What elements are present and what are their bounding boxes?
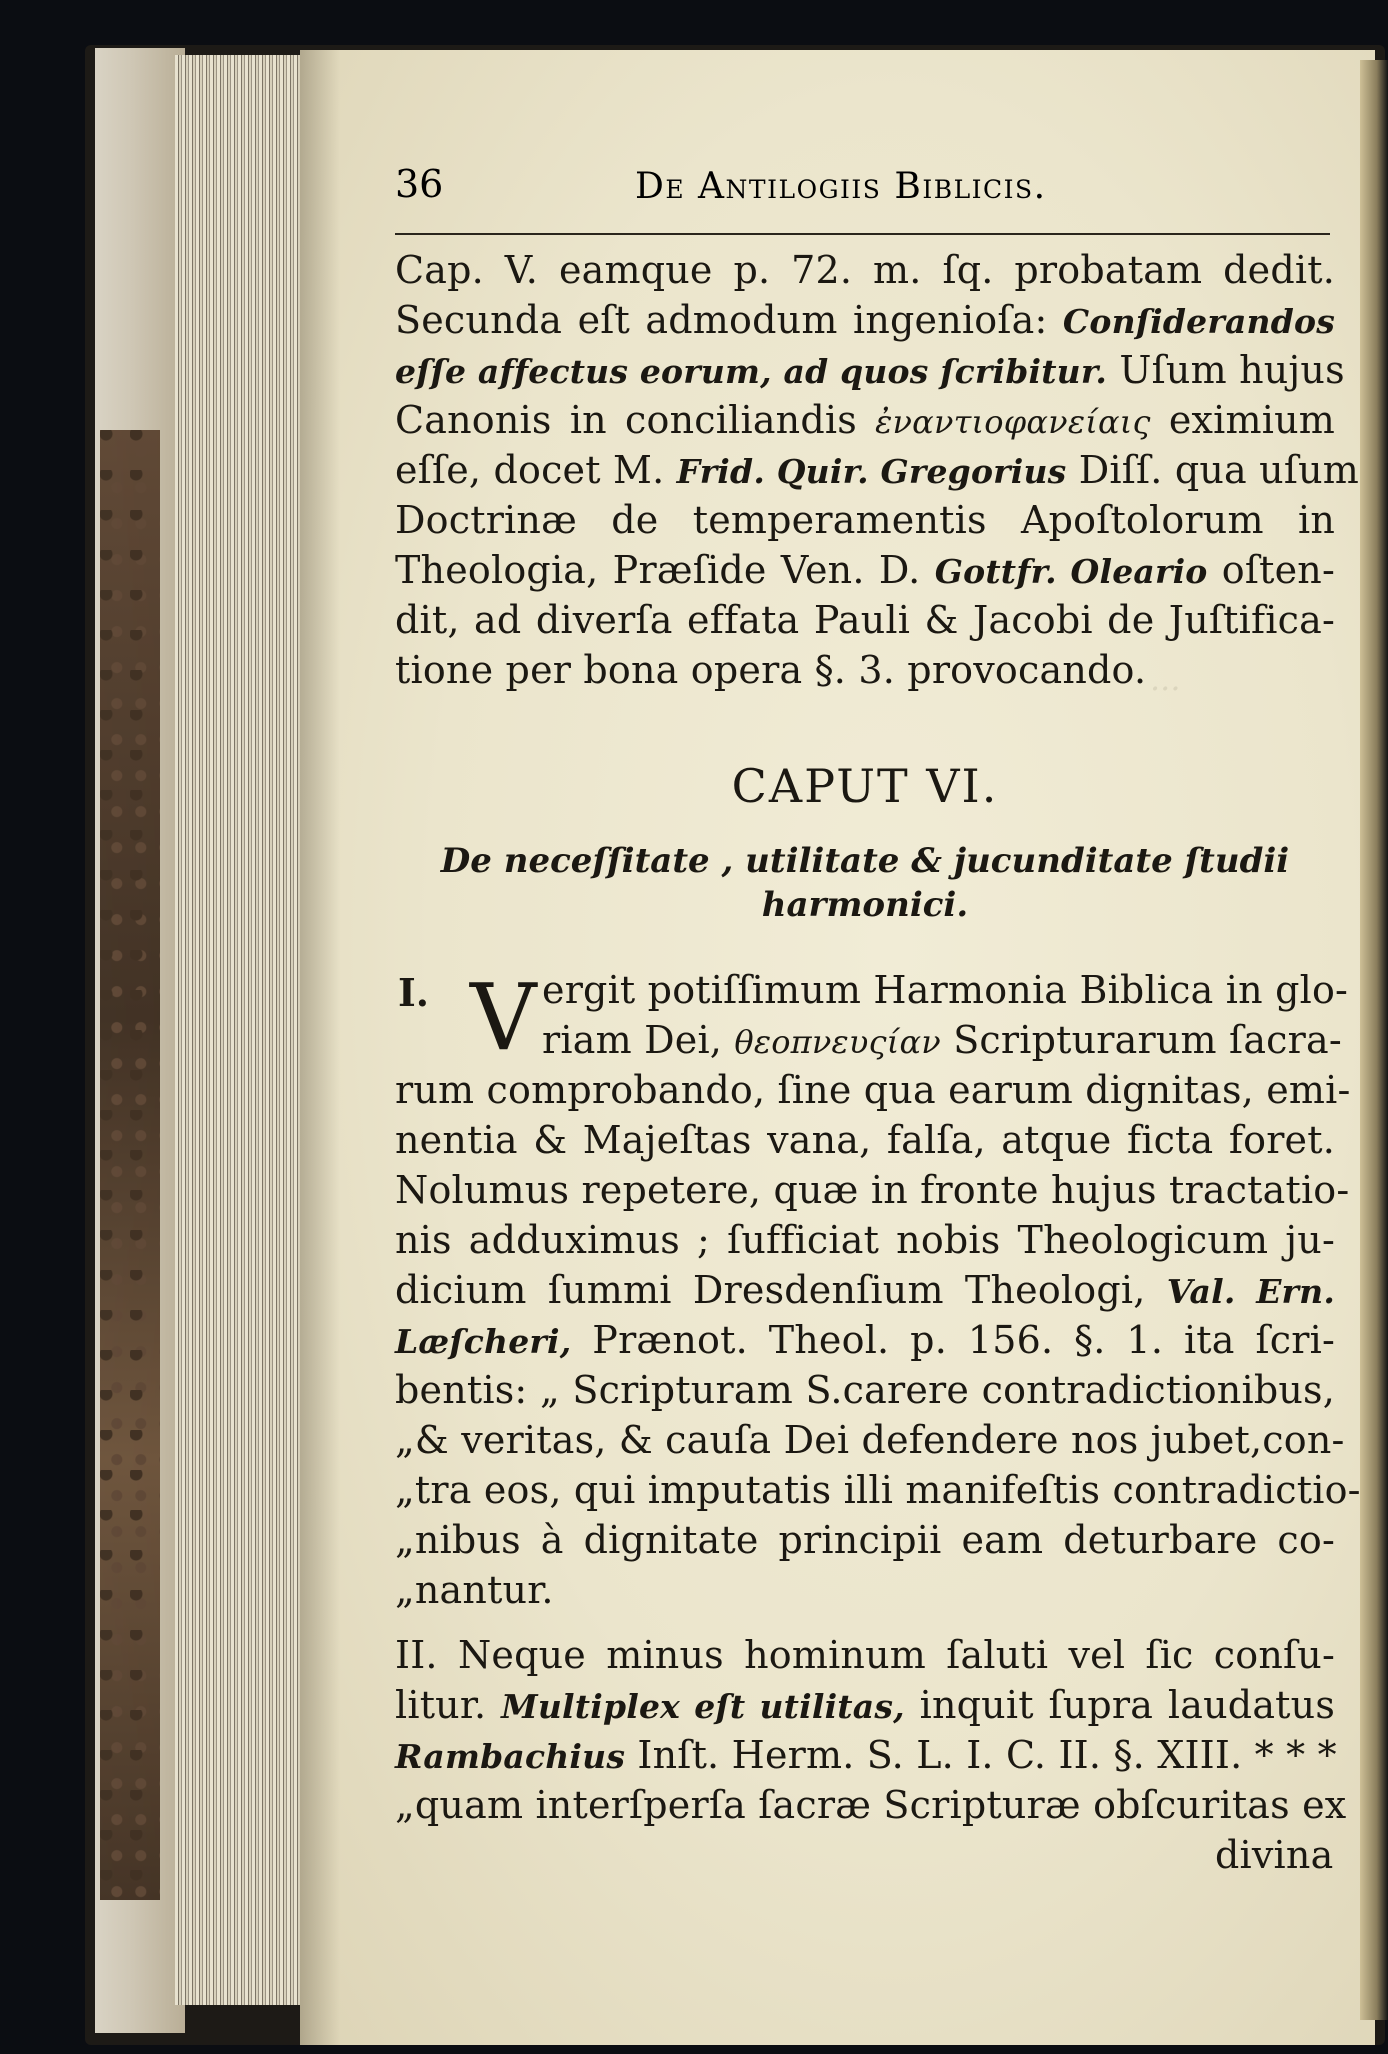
text-line: tione per bona opera §. 3. provocando. [395, 648, 1147, 692]
text-line: eſſe affectus eorum, ad quos ſcribitur. Uſum hujus [395, 348, 1345, 392]
text-line: Cap. V. eamque p. 72. m. ſq. probatam dedit. [395, 248, 1335, 292]
text-line: dit, ad diverſa effata Pauli & Jacobi de Juſtifica- [395, 598, 1335, 642]
running-title: De Antilogiis Biblicis. [635, 166, 1047, 207]
text-line: „nantur. [395, 1568, 554, 1612]
chapter-title: CAPUT VI. [731, 759, 999, 813]
text-line: eſſe, docet M. Frid. Quir. Gregorius Diſſ. qua uſum [395, 448, 1360, 492]
section-number: I. [398, 970, 430, 1015]
running-head [395, 162, 1330, 222]
marbled-cover [100, 430, 160, 1900]
chapter-subtitle-line-1: De neceſſitate , utilitate & jucunditate ſtudii [440, 841, 1290, 881]
text-line: Nolumus repetere, quæ in fronte hujus tractatio- [395, 1168, 1350, 1212]
page-number: 36 [395, 162, 444, 206]
catchword: divina [1215, 1833, 1334, 1877]
chapter-subtitle-line-2: harmonici. [761, 885, 969, 925]
text-line: Canonis in conciliandis ἐναντιοφανείαις eximium [395, 398, 1336, 442]
text-line: II. Neque minus hominum ſaluti vel ſic conſu- [395, 1633, 1335, 1677]
text-line: litur. Multiplex eſt utilitas, inquit ſupra laudatus [395, 1683, 1336, 1727]
text-line: „quam interſperſa ſacræ Scripturæ obſcuritas ex [395, 1783, 1347, 1827]
text-line: Læſcheri, Prænot. Theol. p. 156. §. 1. ita ſcri- [395, 1318, 1335, 1362]
text-line: „nibus à dignitate principii eam deturbare co- [395, 1518, 1335, 1562]
header-rule [395, 233, 1330, 235]
text-line: riam Dei, θεοπνευςίαν Scripturarum ſacra- [542, 1018, 1342, 1062]
text-line: „tra eos, qui imputatis illi manifeſtis contradictio- [395, 1468, 1361, 1512]
drop-cap: V [470, 964, 537, 1071]
page-gutter-shadow [300, 50, 340, 2045]
text-line: dicium ſummi Dresdenſium Theologi, Val. Ern. [395, 1268, 1336, 1312]
text-line: bentis: „ Scripturam S.carere contradictionibus, [395, 1368, 1335, 1412]
text-line: Theologia, Præſide Ven. D. Gottfr. Oleario oſten- [395, 548, 1335, 592]
text-line: Doctrinæ de temperamentis Apoſtolorum in [395, 498, 1335, 542]
bleed-through-text: ... [1150, 660, 1181, 698]
page-right-edge [1360, 60, 1388, 2020]
text-line: Secunda eſt admodum ingenioſa: Conſiderandos [395, 298, 1335, 342]
text-line: „& veritas, & cauſa Dei defendere nos jubet,con- [395, 1418, 1345, 1462]
text-line: ergit potiſſimum Harmonia Biblica in glo- [542, 968, 1349, 1012]
text-line: nis adduximus ; ſufficiat nobis Theologicum ju- [395, 1218, 1335, 1262]
text-line: Rambachius Inſt. Herm. S. L. I. C. II. §. XIII. * * * [395, 1733, 1337, 1777]
page-edges [175, 55, 305, 2005]
text-line: nentia & Majeſtas vana, falſa, atque ficta foret. [395, 1118, 1335, 1162]
text-line: rum comprobando, ſine qua earum dignitas, emi- [395, 1068, 1351, 1112]
